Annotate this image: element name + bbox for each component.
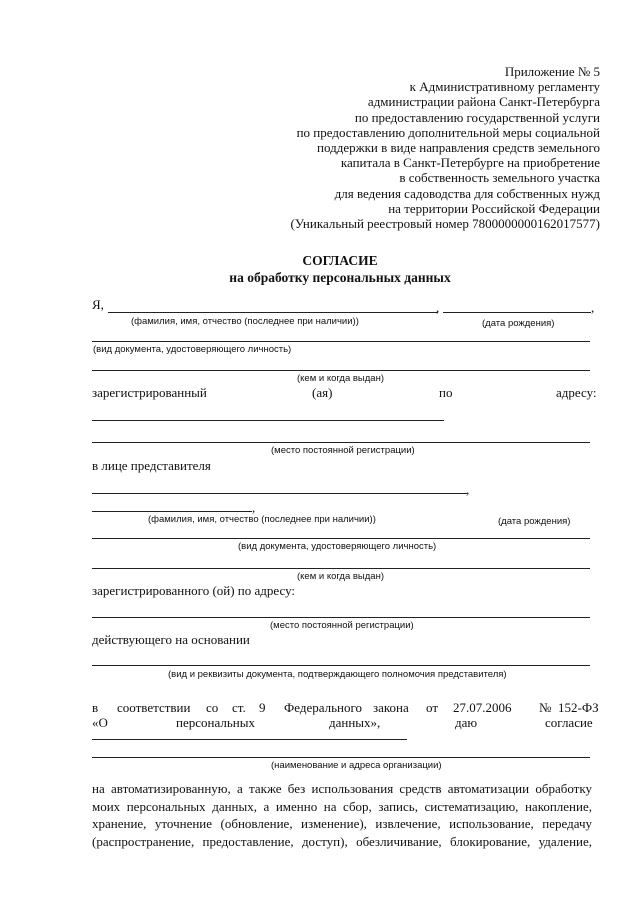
registered-word-1: зарегистрированный bbox=[92, 385, 207, 400]
accordance-word: 152-ФЗ bbox=[558, 700, 599, 715]
caption-representative-document: (вид документа, удостоверяющего личность) bbox=[238, 541, 437, 552]
comma: , bbox=[466, 482, 470, 497]
paragraph-line: моих персональных данных, а именно на сбор, запись, систематизацию, накопление, bbox=[92, 798, 592, 814]
fio-applicant-field[interactable] bbox=[108, 312, 438, 313]
representative-issued-field[interactable] bbox=[92, 568, 590, 569]
registered-word-2: (ая) bbox=[312, 385, 333, 400]
paragraph-line: хранение, уточнение (обновление, изменение), извлечение, использование, передачу bbox=[92, 816, 592, 832]
header-line: поддержки в виде направления средств земельного bbox=[317, 140, 600, 156]
caption-organization: (наименование и адреса организации) bbox=[271, 760, 442, 771]
registered-word-3: по bbox=[439, 385, 453, 400]
representative-label: в лице представителя bbox=[92, 458, 211, 473]
caption-authority-document: (вид и реквизиты документа, подтверждающего полномочия представителя) bbox=[168, 669, 507, 680]
comma: , bbox=[252, 500, 256, 515]
header-line: для ведения садоводства для собственных нужд bbox=[334, 185, 600, 201]
accordance-word: данных», bbox=[329, 715, 381, 730]
header-line: по предоставлению дополнительной меры социальной bbox=[296, 124, 600, 140]
caption-fio: (фамилия, имя, отчество (последнее при наличии)) bbox=[131, 316, 359, 327]
caption-representative-fio: (фамилия, имя, отчество (последнее при наличии)) bbox=[148, 514, 376, 525]
issued-by-field[interactable] bbox=[92, 370, 590, 371]
comma: , bbox=[591, 300, 595, 315]
accordance-word: согласие bbox=[545, 715, 593, 730]
address-field-line2[interactable] bbox=[92, 442, 590, 443]
registered-word-4: адресу: bbox=[556, 385, 597, 400]
paragraph-line: (распространение, предоставление, доступ), обезличивание, блокирование, удаление, bbox=[92, 834, 592, 850]
header-line: к Административному регламенту bbox=[409, 79, 600, 95]
identity-document-field[interactable] bbox=[92, 341, 590, 342]
birthdate-applicant-field[interactable] bbox=[443, 312, 591, 313]
registered-representative-label: зарегистрированного (ой) по адресу: bbox=[92, 583, 296, 598]
caption-representative-address: (место постоянной регистрации) bbox=[270, 620, 414, 631]
document-subtitle: на обработку персональных данных bbox=[229, 270, 451, 285]
accordance-word: в bbox=[92, 700, 99, 715]
accordance-word: 27.07.2006 bbox=[453, 700, 512, 715]
organization-field-line2[interactable] bbox=[92, 757, 590, 758]
representative-fio-field[interactable] bbox=[92, 493, 467, 494]
address-field-line1[interactable] bbox=[92, 420, 444, 421]
header-line: на территории Российской Федерации bbox=[388, 200, 600, 216]
header-line: капитала в Санкт-Петербурге на приобретение bbox=[340, 155, 600, 171]
accordance-word: от bbox=[426, 700, 439, 715]
accordance-word: соответствии bbox=[117, 700, 191, 715]
accordance-word: персональных bbox=[176, 715, 255, 730]
paragraph-line: на автоматизированную, а также без использования средств автоматизации обработку bbox=[92, 781, 592, 796]
caption-address: (место постоянной регистрации) bbox=[271, 445, 415, 456]
organization-field-line1[interactable] bbox=[92, 739, 407, 740]
header-line: (Уникальный реестровый номер 7800000000162017577) bbox=[290, 216, 600, 232]
caption-representative-issued: (кем и когда выдан) bbox=[297, 571, 384, 582]
appendix-header bbox=[240, 64, 600, 231]
authority-document-field[interactable] bbox=[92, 665, 590, 666]
label-ya: Я, bbox=[92, 297, 104, 312]
header-line: Приложение № 5 bbox=[504, 64, 600, 79]
caption-birthdate: (дата рождения) bbox=[482, 318, 555, 329]
caption-issued-by: (кем и когда выдан) bbox=[297, 373, 384, 384]
consent-paragraph bbox=[92, 780, 592, 851]
accordance-word: «О bbox=[92, 715, 108, 730]
accordance-word: № bbox=[539, 700, 552, 715]
representative-birthdate-field[interactable] bbox=[92, 511, 252, 512]
acting-basis-label: действующего на основании bbox=[92, 632, 250, 647]
header-line: в собственность земельного участка bbox=[399, 170, 600, 186]
document-title: СОГЛАСИЕ bbox=[302, 253, 378, 268]
accordance-word: со bbox=[206, 700, 219, 715]
caption-representative-birthdate: (дата рождения) bbox=[498, 516, 571, 527]
accordance-word: закона bbox=[373, 700, 409, 715]
accordance-word: даю bbox=[455, 715, 478, 730]
representative-address-field[interactable] bbox=[92, 617, 590, 618]
caption-identity-document: (вид документа, удостоверяющего личность) bbox=[93, 344, 292, 355]
accordance-word: Федерального bbox=[284, 700, 363, 715]
accordance-word: ст. bbox=[232, 700, 246, 715]
comma: , bbox=[436, 300, 440, 315]
representative-document-field[interactable] bbox=[92, 538, 590, 539]
header-line: по предоставлению государственной услуги bbox=[354, 109, 600, 125]
accordance-word: 9 bbox=[259, 700, 266, 715]
header-line: администрации района Санкт-Петербурга bbox=[367, 94, 600, 110]
